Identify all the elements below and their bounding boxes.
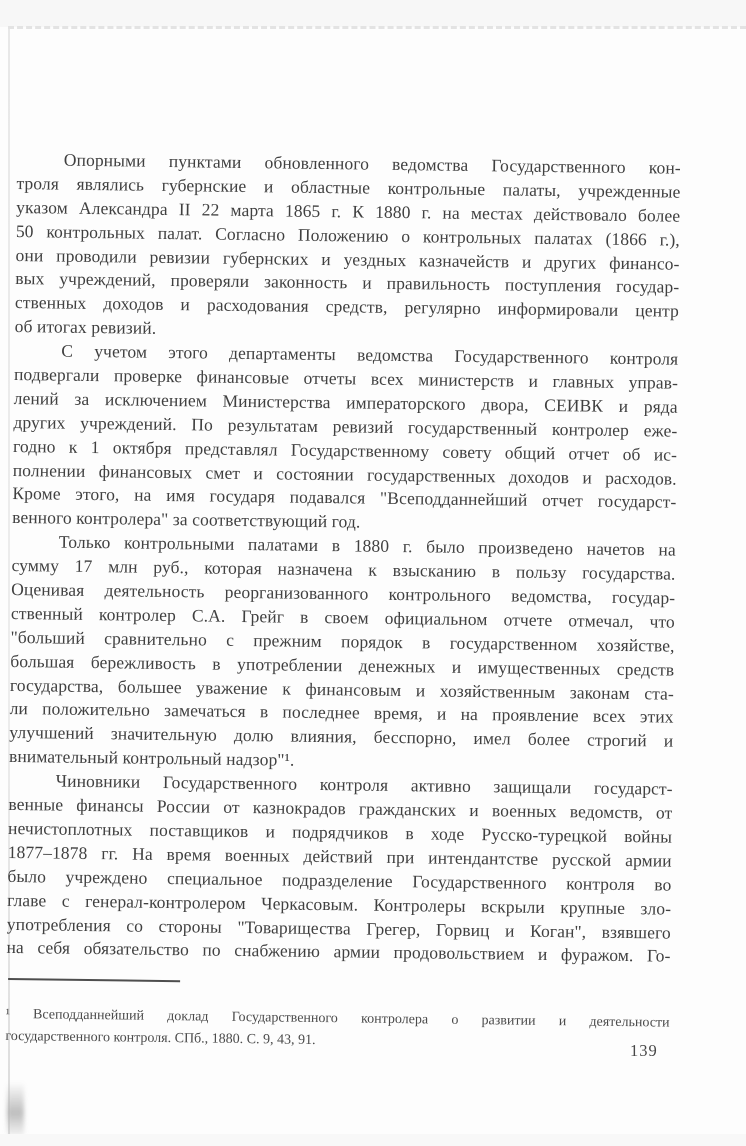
- text-line: венного контролера" за соответствующий год.: [12, 507, 361, 532]
- footnote-separator-rule: [8, 978, 180, 982]
- body-text: [6, 148, 681, 969]
- text-line: годно к 1 октября представлял Государственному совету общий отчет об ис-: [12, 435, 678, 465]
- text-line: ли положительно замечаться в последнее время, и на проявление всех этих: [9, 698, 674, 728]
- text-line: употребления со стороны "Товарищества Грегер, Горвиц и Коган", взявшего: [6, 913, 671, 943]
- text-line: троля являлись губернские и областные контрольные палаты, учрежденные: [16, 172, 681, 202]
- paragraph: [6, 769, 672, 969]
- text-line: ственных доходов и расходования средств, регулярно информировали центр: [14, 292, 680, 322]
- text-line: Чиновники Государственного контроля активно защищали государст-: [55, 770, 673, 799]
- text-line: полнении финансовых смет и состоянии государственных доходов и расходов.: [12, 459, 677, 489]
- text-line: государственного контроля. СПб., 1880. С. 9, 43, 91.: [5, 1028, 316, 1048]
- text-line: улучшений значительную долю влияния, бесспорно, имел более строгий и: [9, 722, 674, 752]
- text-line: указом Александра II 22 марта 1865 г. К 1880 г. на местах действовало более: [16, 196, 681, 226]
- text-line: было учреждено специальное подразделение Государственного контроля во: [7, 865, 672, 895]
- text-line: они проводили ревизии губернских и уездных казначейств и других финансо-: [15, 244, 680, 274]
- text-line: сумму 17 млн руб., которая назначена к взысканию в пользу государства.: [11, 555, 676, 584]
- text-line: внимательный контрольный надзор"¹.: [8, 746, 295, 770]
- text-line: венные финансы России от казнокрадов гражданских и военных ведомств, от: [8, 793, 673, 823]
- paragraph: [9, 530, 676, 778]
- text-line: Опорными пунктами обновленного ведомства Государственного кон-: [63, 149, 681, 178]
- footnote: [5, 978, 670, 1056]
- scan-bottom-margin: [0, 1134, 746, 1146]
- text-line: государства, большее уважение к финансовым и хозяйственным законам ста-: [9, 674, 675, 704]
- scan-corner-smudge: [7, 1082, 24, 1138]
- text-line: 50 контрольных палат. Согласно Положению о контрольных палатах (1866 г.),: [15, 220, 680, 250]
- paragraph: [12, 339, 678, 539]
- footnote-text: [5, 1004, 670, 1056]
- text-line: "больший сравнительно с прежним порядок в государственном хозяйстве,: [10, 626, 675, 656]
- text-line: ственный контролер С.А. Грейг в своем официальном отчете отмечал, что: [10, 602, 675, 632]
- text-line: Только контрольными палатами в 1880 г. было произведено начетов на: [58, 531, 676, 560]
- text-line: на себя обязательство по снабжению армии продовольствием и фуражом. Го-: [6, 937, 671, 967]
- scan-page-edge-top: [8, 26, 746, 29]
- text-line: подвергали проверке финансовые отчеты всех министерств и главных управ-: [13, 363, 679, 393]
- scan-top-margin: [0, 0, 746, 27]
- text-line: ¹ Всеподданнейший доклад Государственного контролера о развитии и деятельности: [5, 1007, 670, 1031]
- text-line: большая бережливость в употреблении денежных и имущественных средств: [10, 650, 675, 680]
- text-line: лений за исключением Министерства императорского двора, СЕИВК и ряда: [13, 387, 678, 417]
- text-line: нечистоплотных поставщиков и подрядчиков в ходе Русско-турецкой войны: [7, 817, 673, 847]
- text-line: об итогах ревизий.: [14, 316, 157, 339]
- text-line: вых учреждений, проверяли законность и правильность поступления государ-: [15, 268, 680, 298]
- text-column: [5, 148, 681, 1056]
- text-line: С учетом этого департаменты ведомства Государственного контроля: [61, 340, 679, 369]
- text-line: других учреждений. По результатам ревизий государственный контролер еже-: [13, 411, 678, 441]
- text-line: главе с генерал-контролером Черкасовым. Контролеры вскрыли крупные зло-: [7, 889, 672, 919]
- text-line: 1877–1878 гг. На время военных действий при интендантстве русской армии: [7, 841, 672, 871]
- text-line: Оценивая деятельность реорганизованного контрольного ведомства, государ-: [11, 578, 676, 608]
- paragraph: [14, 148, 680, 348]
- page-number: 139: [630, 1041, 658, 1060]
- text-line: Кроме этого, на имя государя подавался "Всеподданнейший отчет государст-: [12, 483, 677, 513]
